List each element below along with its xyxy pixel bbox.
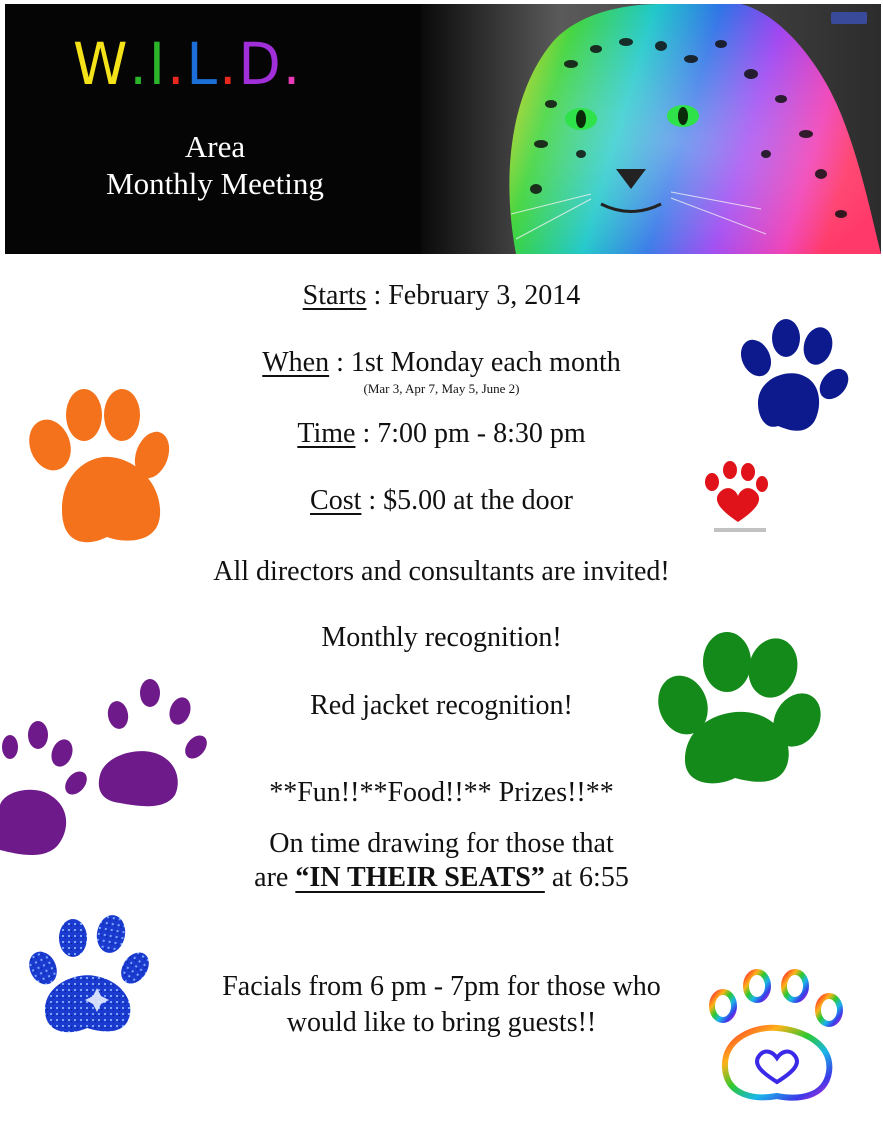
drawing-line-1: On time drawing for those that — [269, 828, 614, 859]
facials-line-2: would like to bring guests!! — [286, 1007, 597, 1038]
cost-value: : $5.00 at the door — [361, 485, 573, 516]
drawing-line-2 — [0, 862, 883, 894]
time-label: Time — [297, 418, 356, 449]
rainbow-heart-paw-icon — [705, 968, 850, 1108]
header-banner — [5, 4, 881, 254]
monthly-recognition-text: Monthly recognition! — [321, 622, 562, 653]
logo-letter: . — [129, 30, 149, 98]
invited-text: All directors and consultants are invited! — [213, 556, 670, 587]
wild-logo — [73, 30, 358, 110]
when-value: : 1st Monday each month — [329, 347, 621, 378]
green-paw-icon — [655, 630, 825, 790]
starts-label: Starts — [302, 280, 367, 311]
logo-letter: L — [186, 30, 219, 98]
red-heart-paw-icon — [700, 460, 780, 540]
cost-label: Cost — [310, 485, 362, 516]
logo-letter: . — [218, 30, 239, 98]
navy-paw-icon — [738, 318, 850, 436]
leopard-image — [421, 4, 881, 254]
logo-letter: . — [166, 30, 187, 98]
when-label: When — [262, 347, 330, 378]
purple-paw-icon — [0, 675, 215, 865]
red-jacket-text: Red jacket recognition! — [310, 690, 573, 721]
starts-value: : February 3, 2014 — [366, 280, 581, 311]
orange-paw-icon — [22, 385, 172, 550]
banner-subtitle — [45, 128, 385, 202]
fun-food-prizes-text: **Fun!!**Food!!** Prizes!!** — [269, 777, 614, 808]
time-value: : 7:00 pm - 8:30 pm — [355, 418, 586, 449]
logo-letter: . — [282, 30, 303, 98]
subtitle-line-2: Monthly Meeting — [106, 166, 324, 201]
logo-letter: W — [73, 30, 130, 98]
facials-line-1: Facials from 6 pm - 7pm for those who — [222, 971, 661, 1002]
starts-line — [0, 280, 883, 312]
glitter-paw-icon — [25, 910, 155, 1040]
in-their-seats-emphasis: “IN THEIR SEATS” — [295, 862, 545, 893]
drawing-suffix: at 6:55 — [544, 862, 629, 893]
when-dates: (Mar 3, Apr 7, May 5, June 2) — [363, 381, 520, 396]
subtitle-line-1: Area — [184, 129, 246, 164]
drawing-prefix: are — [254, 862, 296, 893]
logo-letter: I — [148, 30, 167, 98]
logo-letter: D — [238, 30, 283, 98]
